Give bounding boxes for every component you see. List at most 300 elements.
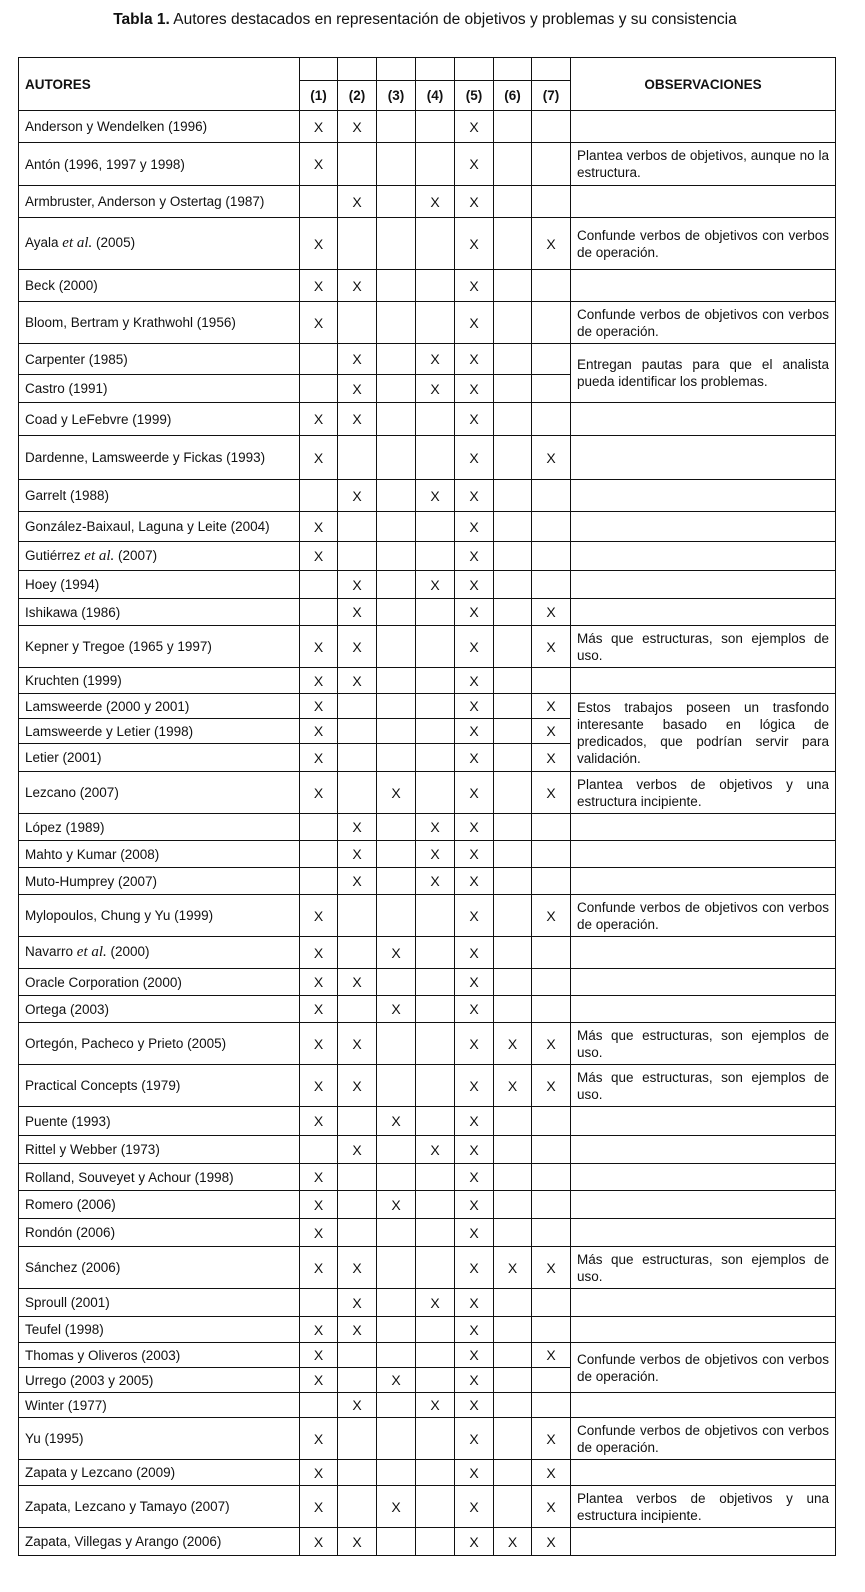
mark-cell-4 xyxy=(416,1247,455,1289)
author-name: Kepner y Tregoe (1965 y 1997) xyxy=(25,639,212,654)
mark-cell-6 xyxy=(494,375,532,403)
table-row xyxy=(19,1136,836,1164)
mark-cell-5: X xyxy=(455,436,494,480)
mark-cell-7 xyxy=(532,1219,571,1247)
mark-cell-7: X xyxy=(532,1460,571,1486)
author-name: Lamsweerde (2000 y 2001) xyxy=(25,698,190,714)
header-col-3: (3) xyxy=(377,81,416,111)
mark-cell-3 xyxy=(377,1393,416,1418)
observation-cell xyxy=(571,1528,836,1556)
header-col-5: (5) xyxy=(455,81,494,111)
author-name: Bloom, Bertram y Krathwohl (1956) xyxy=(25,315,236,330)
mark-cell-7 xyxy=(532,937,571,969)
mark-cell-2 xyxy=(338,996,377,1023)
author-name: Zapata, Villegas y Arango (2006) xyxy=(25,1534,222,1549)
mark-cell-4: X xyxy=(416,344,455,375)
mark-cell-1: X xyxy=(300,772,338,814)
header-blank-3 xyxy=(377,58,416,81)
author-name: Anderson y Wendelken (1996) xyxy=(25,119,208,134)
observation-cell xyxy=(571,270,836,302)
mark-cell-5: X xyxy=(455,1486,494,1528)
mark-cell-7: X xyxy=(532,218,571,270)
mark-cell-7 xyxy=(532,1164,571,1191)
author-name: Lamsweerde y Letier (1998) xyxy=(25,723,194,739)
mark-cell-7 xyxy=(532,344,571,375)
authors-table xyxy=(18,57,836,1556)
mark-cell-4: X xyxy=(416,480,455,512)
mark-cell-2 xyxy=(338,218,377,270)
mark-cell-3: X xyxy=(377,937,416,969)
table-row xyxy=(19,111,836,143)
mark-cell-4 xyxy=(416,218,455,270)
observation-cell xyxy=(571,542,836,571)
mark-cell-2: X xyxy=(338,1289,377,1317)
table-row xyxy=(19,270,836,302)
mark-cell-3 xyxy=(377,868,416,895)
mark-cell-5: X xyxy=(455,1065,494,1107)
mark-cell-7: X xyxy=(532,744,571,772)
mark-cell-1: X xyxy=(300,668,338,694)
header-blank-1 xyxy=(300,58,338,81)
mark-cell-2: X xyxy=(338,270,377,302)
mark-cell-1: X xyxy=(300,719,338,744)
author-name: Castro (1991) xyxy=(25,381,108,396)
mark-cell-1 xyxy=(300,841,338,868)
mark-cell-2 xyxy=(338,1164,377,1191)
mark-cell-6 xyxy=(494,143,532,186)
header-blank-2 xyxy=(338,58,377,81)
author-cell xyxy=(19,218,300,270)
table-row xyxy=(19,571,836,599)
header-col-2: (2) xyxy=(338,81,377,111)
table-row xyxy=(19,218,836,270)
author-name: Lezcano (2007) xyxy=(25,785,119,800)
mark-cell-1: X xyxy=(300,694,338,719)
table-row xyxy=(19,937,836,969)
mark-cell-6 xyxy=(494,1393,532,1418)
mark-cell-3 xyxy=(377,719,416,744)
mark-cell-4 xyxy=(416,1460,455,1486)
mark-cell-4 xyxy=(416,626,455,668)
mark-cell-4 xyxy=(416,1343,455,1368)
mark-cell-3 xyxy=(377,1317,416,1343)
author-cell xyxy=(19,969,300,996)
mark-cell-4 xyxy=(416,937,455,969)
header-blank-7 xyxy=(532,58,571,81)
mark-cell-4 xyxy=(416,895,455,937)
author-year: (2000) xyxy=(106,944,150,959)
mark-cell-6 xyxy=(494,403,532,436)
table-row xyxy=(19,1219,836,1247)
observation-cell xyxy=(571,668,836,694)
mark-cell-7 xyxy=(532,542,571,571)
author-cell xyxy=(19,694,300,719)
mark-cell-6 xyxy=(494,841,532,868)
mark-cell-6 xyxy=(494,1107,532,1136)
table-row xyxy=(19,694,836,719)
mark-cell-4 xyxy=(416,1418,455,1460)
mark-cell-4 xyxy=(416,302,455,344)
table-row xyxy=(19,841,836,868)
mark-cell-6 xyxy=(494,814,532,841)
mark-cell-7: X xyxy=(532,1486,571,1528)
mark-cell-5: X xyxy=(455,626,494,668)
author-cell xyxy=(19,270,300,302)
mark-cell-7 xyxy=(532,996,571,1023)
mark-cell-6 xyxy=(494,1418,532,1460)
author-name: Muto-Humprey (2007) xyxy=(25,873,158,889)
author-cell xyxy=(19,1136,300,1164)
mark-cell-5: X xyxy=(455,1289,494,1317)
author-cell xyxy=(19,1191,300,1219)
mark-cell-6 xyxy=(494,1486,532,1528)
author-name: Coad y LeFebvre (1999) xyxy=(25,411,172,427)
mark-cell-2 xyxy=(338,1219,377,1247)
header-blank-4 xyxy=(416,58,455,81)
mark-cell-5: X xyxy=(455,270,494,302)
mark-cell-3 xyxy=(377,143,416,186)
mark-cell-5: X xyxy=(455,344,494,375)
mark-cell-4 xyxy=(416,1368,455,1393)
mark-cell-7: X xyxy=(532,626,571,668)
mark-cell-5: X xyxy=(455,599,494,626)
mark-cell-3 xyxy=(377,1247,416,1289)
mark-cell-5: X xyxy=(455,744,494,772)
table-row xyxy=(19,1393,836,1418)
mark-cell-7 xyxy=(532,143,571,186)
observation-cell xyxy=(571,969,836,996)
mark-cell-2: X xyxy=(338,1023,377,1065)
mark-cell-5: X xyxy=(455,111,494,143)
mark-cell-6 xyxy=(494,937,532,969)
observation-cell: Entregan pautas para que el analista pueda identificar los problemas. xyxy=(571,344,836,403)
mark-cell-4: X xyxy=(416,868,455,895)
observation-cell xyxy=(571,1289,836,1317)
observation-cell xyxy=(571,1219,836,1247)
mark-cell-7 xyxy=(532,814,571,841)
mark-cell-5: X xyxy=(455,1219,494,1247)
mark-cell-2: X xyxy=(338,626,377,668)
table-row xyxy=(19,969,836,996)
table-row xyxy=(19,1247,836,1289)
mark-cell-2: X xyxy=(338,969,377,996)
author-cell xyxy=(19,841,300,868)
mark-cell-3 xyxy=(377,841,416,868)
observation-cell xyxy=(571,186,836,218)
mark-cell-5: X xyxy=(455,937,494,969)
observation-cell xyxy=(571,814,836,841)
mark-cell-2: X xyxy=(338,375,377,403)
author-cell xyxy=(19,436,300,480)
author-cell xyxy=(19,719,300,744)
mark-cell-2 xyxy=(338,1191,377,1219)
mark-cell-7: X xyxy=(532,436,571,480)
author-cell xyxy=(19,772,300,814)
author-cell xyxy=(19,814,300,841)
mark-cell-3 xyxy=(377,1418,416,1460)
table-row xyxy=(19,1065,836,1107)
mark-cell-2 xyxy=(338,1107,377,1136)
mark-cell-1: X xyxy=(300,1486,338,1528)
mark-cell-2 xyxy=(338,436,377,480)
author-cell xyxy=(19,1317,300,1343)
mark-cell-3 xyxy=(377,1289,416,1317)
observation-cell xyxy=(571,436,836,480)
table-row xyxy=(19,1317,836,1343)
mark-cell-3 xyxy=(377,403,416,436)
mark-cell-4 xyxy=(416,403,455,436)
author-name: Urrego (2003 y 2005) xyxy=(25,1372,154,1388)
mark-cell-3 xyxy=(377,186,416,218)
mark-cell-3: X xyxy=(377,772,416,814)
table-row xyxy=(19,1528,836,1556)
author-cell xyxy=(19,1164,300,1191)
mark-cell-1: X xyxy=(300,744,338,772)
observation-cell xyxy=(571,1393,836,1418)
author-name: Ishikawa (1986) xyxy=(25,604,121,620)
table-row xyxy=(19,1164,836,1191)
observation-cell: Plantea verbos de objetivos y una estructura incipiente. xyxy=(571,1486,836,1528)
author-cell xyxy=(19,571,300,599)
mark-cell-7: X xyxy=(532,895,571,937)
observation-cell xyxy=(571,1107,836,1136)
mark-cell-2 xyxy=(338,143,377,186)
mark-cell-1 xyxy=(300,1393,338,1418)
author-name: Carpenter (1985) xyxy=(25,351,128,367)
author-cell xyxy=(19,626,300,668)
mark-cell-3 xyxy=(377,375,416,403)
mark-cell-7: X xyxy=(532,599,571,626)
author-name: Rolland, Souveyet y Achour (1998) xyxy=(25,1169,234,1185)
observation-cell: Confunde verbos de objetivos con verbos de operación. xyxy=(571,1418,836,1460)
mark-cell-2: X xyxy=(338,403,377,436)
table-row xyxy=(19,895,836,937)
observation-cell: Plantea verbos de objetivos, aunque no la estructura. xyxy=(571,143,836,186)
author-cell xyxy=(19,1219,300,1247)
table-row xyxy=(19,1289,836,1317)
header-blank-5 xyxy=(455,58,494,81)
mark-cell-6 xyxy=(494,542,532,571)
mark-cell-7 xyxy=(532,1289,571,1317)
mark-cell-6 xyxy=(494,571,532,599)
mark-cell-3 xyxy=(377,512,416,542)
author-cell xyxy=(19,111,300,143)
author-cell xyxy=(19,186,300,218)
author-cell xyxy=(19,1107,300,1136)
author-name: Zapata y Lezcano (2009) xyxy=(25,1465,176,1480)
author-name: Thomas y Oliveros (2003) xyxy=(25,1347,181,1363)
observation-cell: Más que estructuras, son ejemplos de uso. xyxy=(571,1247,836,1289)
mark-cell-3: X xyxy=(377,1486,416,1528)
mark-cell-1 xyxy=(300,186,338,218)
author-cell xyxy=(19,302,300,344)
mark-cell-5: X xyxy=(455,1528,494,1556)
mark-cell-2: X xyxy=(338,571,377,599)
author-cell xyxy=(19,512,300,542)
mark-cell-4 xyxy=(416,143,455,186)
mark-cell-3 xyxy=(377,480,416,512)
table-row xyxy=(19,403,836,436)
mark-cell-1 xyxy=(300,868,338,895)
author-name: Mahto y Kumar (2008) xyxy=(25,846,160,862)
mark-cell-7 xyxy=(532,403,571,436)
mark-cell-2 xyxy=(338,1460,377,1486)
mark-cell-4 xyxy=(416,111,455,143)
mark-cell-3 xyxy=(377,1528,416,1556)
observation-cell xyxy=(571,996,836,1023)
table-row xyxy=(19,814,836,841)
mark-cell-2: X xyxy=(338,1136,377,1164)
mark-cell-2 xyxy=(338,694,377,719)
mark-cell-3: X xyxy=(377,996,416,1023)
table-caption xyxy=(0,11,850,29)
author-cell xyxy=(19,895,300,937)
mark-cell-5: X xyxy=(455,512,494,542)
author-name: Navarro xyxy=(25,944,74,959)
mark-cell-7 xyxy=(532,1393,571,1418)
observation-cell xyxy=(571,599,836,626)
mark-cell-1: X xyxy=(300,937,338,969)
mark-cell-4 xyxy=(416,1317,455,1343)
mark-cell-3 xyxy=(377,218,416,270)
author-name: Antón (1996, 1997 y 1998) xyxy=(25,156,185,172)
mark-cell-3: X xyxy=(377,1107,416,1136)
mark-cell-4 xyxy=(416,270,455,302)
et-al: et al. xyxy=(76,944,107,960)
mark-cell-4 xyxy=(416,694,455,719)
mark-cell-4: X xyxy=(416,814,455,841)
mark-cell-5: X xyxy=(455,186,494,218)
author-name: Romero (2006) xyxy=(25,1197,116,1212)
mark-cell-1 xyxy=(300,1289,338,1317)
mark-cell-5: X xyxy=(455,480,494,512)
mark-cell-5: X xyxy=(455,1136,494,1164)
mark-cell-5: X xyxy=(455,1164,494,1191)
mark-cell-7 xyxy=(532,186,571,218)
mark-cell-1 xyxy=(300,571,338,599)
mark-cell-3 xyxy=(377,1164,416,1191)
mark-cell-7 xyxy=(532,969,571,996)
mark-cell-7 xyxy=(532,1191,571,1219)
mark-cell-1: X xyxy=(300,1317,338,1343)
observation-cell xyxy=(571,111,836,143)
author-name: González-Baixaul, Laguna y Leite (2004) xyxy=(25,519,270,534)
mark-cell-1: X xyxy=(300,1343,338,1368)
mark-cell-6 xyxy=(494,1460,532,1486)
mark-cell-4 xyxy=(416,719,455,744)
mark-cell-3 xyxy=(377,1343,416,1368)
mark-cell-2: X xyxy=(338,599,377,626)
observation-cell: Estos trabajos poseen un trasfondo interesante basado en lógica de predicados, que podrían servir para validación. xyxy=(571,694,836,772)
table-row xyxy=(19,668,836,694)
mark-cell-7 xyxy=(532,1107,571,1136)
mark-cell-6 xyxy=(494,1317,532,1343)
mark-cell-6 xyxy=(494,744,532,772)
header-col-6: (6) xyxy=(494,81,532,111)
author-cell xyxy=(19,1289,300,1317)
table-row xyxy=(19,1418,836,1460)
mark-cell-4 xyxy=(416,1486,455,1528)
mark-cell-2 xyxy=(338,719,377,744)
author-cell xyxy=(19,937,300,969)
table-row xyxy=(19,436,836,480)
mark-cell-2 xyxy=(338,1343,377,1368)
mark-cell-5: X xyxy=(455,814,494,841)
mark-cell-7 xyxy=(532,868,571,895)
mark-cell-5: X xyxy=(455,668,494,694)
mark-cell-4: X xyxy=(416,571,455,599)
author-cell xyxy=(19,1460,300,1486)
table-body xyxy=(19,111,836,1556)
mark-cell-4 xyxy=(416,436,455,480)
mark-cell-1: X xyxy=(300,1191,338,1219)
header-blank-6 xyxy=(494,58,532,81)
mark-cell-1: X xyxy=(300,270,338,302)
mark-cell-1 xyxy=(300,1136,338,1164)
mark-cell-2: X xyxy=(338,841,377,868)
et-al: et al. xyxy=(62,235,93,251)
table-row xyxy=(19,480,836,512)
observation-cell xyxy=(571,1460,836,1486)
mark-cell-3: X xyxy=(377,1191,416,1219)
mark-cell-7 xyxy=(532,1368,571,1393)
mark-cell-5: X xyxy=(455,1418,494,1460)
mark-cell-5: X xyxy=(455,719,494,744)
mark-cell-4 xyxy=(416,1107,455,1136)
observation-cell xyxy=(571,1136,836,1164)
mark-cell-4 xyxy=(416,599,455,626)
mark-cell-1: X xyxy=(300,969,338,996)
author-cell xyxy=(19,1418,300,1460)
table-row xyxy=(19,302,836,344)
mark-cell-3 xyxy=(377,1219,416,1247)
mark-cell-7: X xyxy=(532,1418,571,1460)
mark-cell-3 xyxy=(377,969,416,996)
author-name: Dardenne, Lamsweerde y Fickas (1993) xyxy=(25,450,266,465)
mark-cell-4 xyxy=(416,1023,455,1065)
author-name: Winter (1977) xyxy=(25,1397,107,1413)
mark-cell-5: X xyxy=(455,868,494,895)
mark-cell-6 xyxy=(494,480,532,512)
observation-cell: Confunde verbos de objetivos con verbos de operación. xyxy=(571,895,836,937)
mark-cell-1: X xyxy=(300,403,338,436)
mark-cell-2: X xyxy=(338,480,377,512)
observation-cell: Más que estructuras, son ejemplos de uso. xyxy=(571,1023,836,1065)
author-name: Oracle Corporation (2000) xyxy=(25,974,182,990)
mark-cell-5: X xyxy=(455,1393,494,1418)
author-name: Ortegón, Pacheco y Prieto (2005) xyxy=(25,1036,227,1051)
author-name: Hoey (1994) xyxy=(25,577,100,592)
mark-cell-5: X xyxy=(455,1460,494,1486)
mark-cell-5: X xyxy=(455,1107,494,1136)
mark-cell-1: X xyxy=(300,542,338,571)
mark-cell-4 xyxy=(416,512,455,542)
author-cell xyxy=(19,996,300,1023)
mark-cell-1 xyxy=(300,480,338,512)
mark-cell-2 xyxy=(338,772,377,814)
author-cell xyxy=(19,1065,300,1107)
mark-cell-1: X xyxy=(300,302,338,344)
table-row xyxy=(19,1191,836,1219)
author-name: Ortega (2003) xyxy=(25,1001,110,1017)
mark-cell-3 xyxy=(377,344,416,375)
mark-cell-4 xyxy=(416,969,455,996)
author-cell xyxy=(19,668,300,694)
mark-cell-7 xyxy=(532,841,571,868)
mark-cell-3 xyxy=(377,571,416,599)
mark-cell-6: X xyxy=(494,1023,532,1065)
mark-cell-1: X xyxy=(300,1164,338,1191)
